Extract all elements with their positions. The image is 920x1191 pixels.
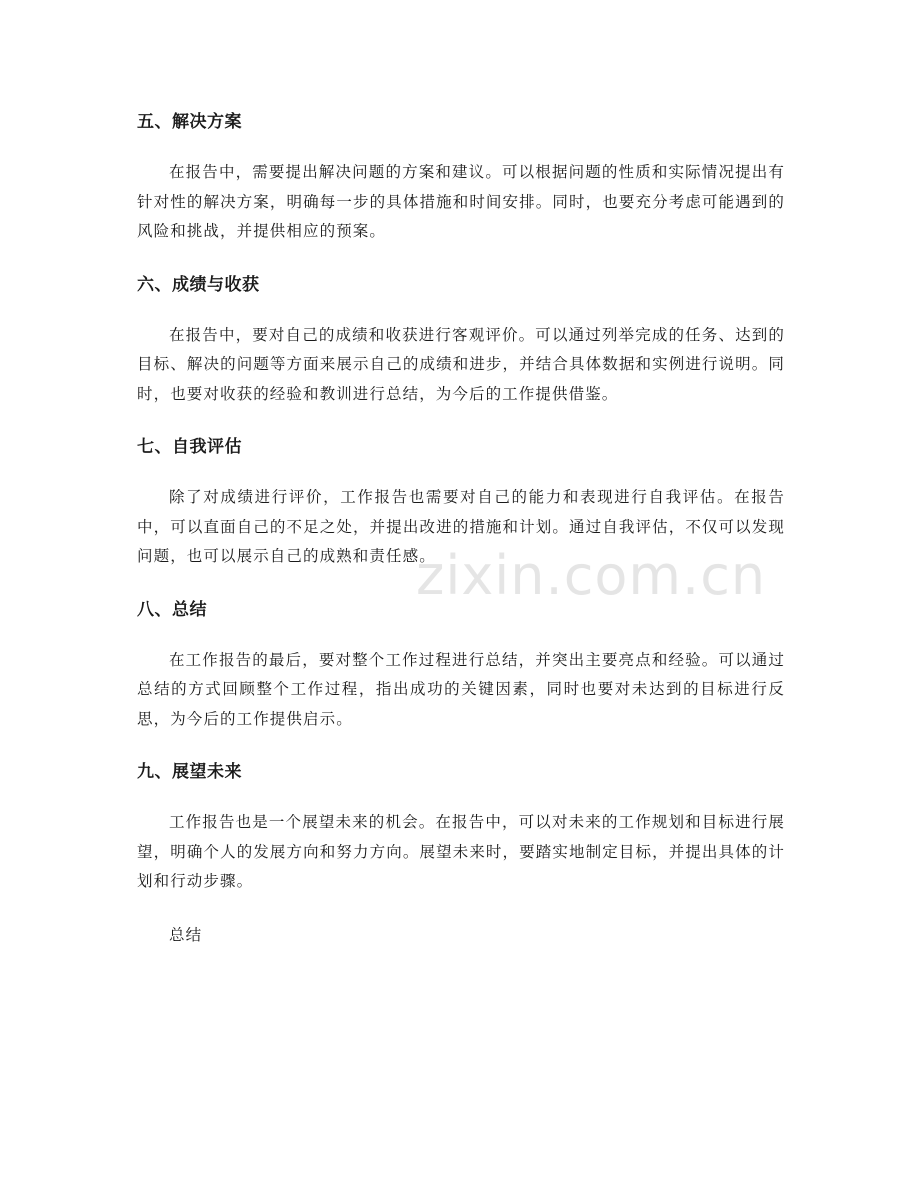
section-paragraph: 除了对成绩进行评价，工作报告也需要对自己的能力和表现进行自我评估。在报告中，可以直面自己的不足之处，并提出改进的措施和计划。通过自我评估，不仅可以发现问题，也可以展示自己的成熟和责任感。 <box>137 488 785 565</box>
document-content <box>137 108 785 950</box>
section-paragraph: 工作报告也是一个展望未来的机会。在报告中，可以对未来的工作规划和目标进行展望，明确个人的发展方向和努力方向。展望未来时，要踏实地制定目标，并提出具体的计划和行动步骤。 <box>137 813 785 890</box>
section-heading: 九、展望未来 <box>137 762 242 782</box>
section-outlook <box>137 758 785 897</box>
section-heading: 五、解决方案 <box>137 112 242 132</box>
section-heading: 六、成绩与收获 <box>137 274 260 295</box>
section-paragraph: 在报告中，需要提出解决问题的方案和建议。可以根据问题的性质和实际情况提出有针对性的解决方案，明确每一步的具体措施和时间安排。同时，也要充分考虑可能遇到的风险和挑战，并提供相应的预案。 <box>137 163 785 240</box>
section-achievements <box>137 271 785 410</box>
section-paragraph: 在报告中，要对自己的成绩和收获进行客观评价。可以通过列举完成的任务、达到的目标、解决的问题等方面来展示自己的成绩和进步，并结合具体数据和实例进行说明。同时，也要对收获的经验和教训进行总结，为今后的工作提供借鉴。 <box>137 325 785 403</box>
closing-text: 总结 <box>169 925 203 944</box>
section-paragraph: 在工作报告的最后，要对整个工作过程进行总结，并突出主要亮点和经验。可以通过总结的方式回顾整个工作过程，指出成功的关键因素，同时也要对未达到的目标进行反思，为今后的工作提供启示。 <box>137 650 785 728</box>
watermark: zixin.com.cn <box>416 544 767 607</box>
section-solution <box>137 108 785 247</box>
section-heading: 七、自我评估 <box>137 437 242 457</box>
section-self-assessment <box>137 433 785 572</box>
section-heading: 八、总结 <box>137 599 207 620</box>
section-summary <box>137 596 785 735</box>
